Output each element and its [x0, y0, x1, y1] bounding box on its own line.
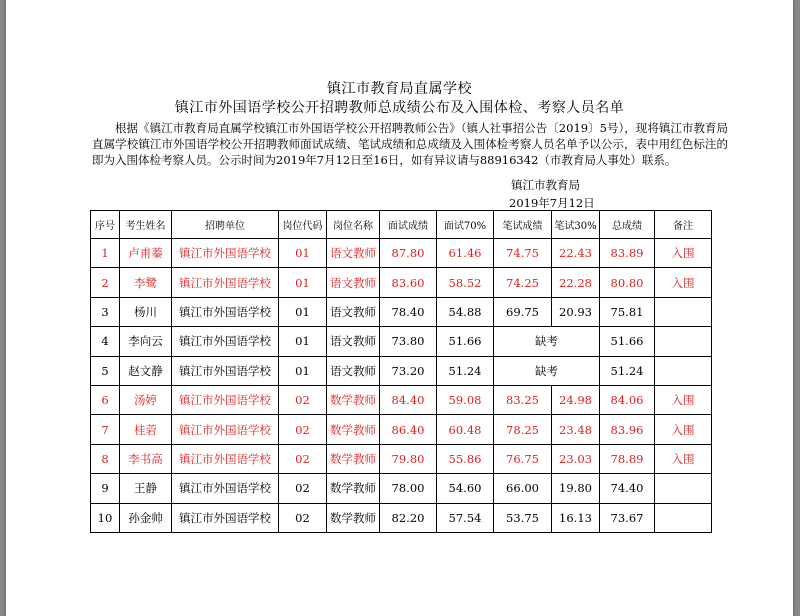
table-row [91, 415, 712, 444]
cell-unit: 镇江市外国语学校 [172, 474, 279, 503]
cell-post: 语文教师 [327, 356, 380, 385]
header-interview70: 面试70% [437, 211, 494, 239]
cell-code: 01 [279, 297, 327, 326]
cell-note: 入围 [655, 444, 712, 473]
cell-written: 69.75 [494, 297, 552, 326]
table-row [91, 474, 712, 503]
cell-total: 51.24 [600, 356, 655, 385]
cell-code: 02 [279, 503, 327, 532]
cell-interview: 78.40 [380, 297, 437, 326]
cell-total: 73.67 [600, 503, 655, 532]
cell-note [655, 327, 712, 356]
cell-note [655, 356, 712, 385]
signature-org: 镇江市教育局 [511, 178, 580, 192]
intro-paragraph: 根据《镇江市教育局直属学校镇江市外国语学校公开招聘教师公告》（镇人社事招公告〔2019〕5号），现将镇江市教育局直属学校镇江市外国语学校公开招聘教师面试成绩、笔试成绩和总成绩及入围体检考察人员名单予以公示，表中用红色标注的即为入围体检考察人员。公示时间为2019年7月12日至16日，如有异议请与88916342（市教育局人事处）联系。 [92, 121, 728, 167]
cell-interview70: 60.48 [437, 415, 494, 444]
table-row [91, 268, 712, 297]
cell-total: 83.89 [600, 239, 655, 268]
cell-post: 数学教师 [327, 503, 380, 532]
cell-written30: 23.03 [552, 444, 600, 473]
cell-no: 5 [91, 356, 120, 385]
document-page [6, 0, 793, 616]
cell-interview: 73.20 [380, 356, 437, 385]
cell-written: 53.75 [494, 503, 552, 532]
header-code: 岗位代码 [279, 211, 327, 239]
cell-interview70: 54.88 [437, 297, 494, 326]
cell-post: 语文教师 [327, 327, 380, 356]
header-unit: 招聘单位 [172, 211, 279, 239]
cell-code: 02 [279, 474, 327, 503]
cell-written30: 16.13 [552, 503, 600, 532]
cell-post: 数学教师 [327, 385, 380, 414]
cell-name: 李鹭 [120, 268, 172, 297]
cell-note: 入围 [655, 415, 712, 444]
table-row [91, 503, 712, 532]
header-written: 笔试成绩 [494, 211, 552, 239]
cell-written30: 20.93 [552, 297, 600, 326]
cell-code: 01 [279, 268, 327, 297]
document-title-line1: 镇江市教育局直属学校 [327, 81, 472, 97]
cell-name: 赵文静 [120, 356, 172, 385]
cell-name: 李书高 [120, 444, 172, 473]
cell-no: 3 [91, 297, 120, 326]
table-header-row [91, 211, 712, 239]
cell-written30: 24.98 [552, 385, 600, 414]
cell-note: 入围 [655, 239, 712, 268]
cell-interview: 78.00 [380, 474, 437, 503]
cell-interview: 84.40 [380, 385, 437, 414]
table-row [91, 385, 712, 414]
cell-interview: 73.80 [380, 327, 437, 356]
cell-unit: 镇江市外国语学校 [172, 503, 279, 532]
cell-interview70: 59.08 [437, 385, 494, 414]
cell-interview70: 54.60 [437, 474, 494, 503]
cell-written: 78.25 [494, 415, 552, 444]
cell-post: 数学教师 [327, 474, 380, 503]
cell-no: 9 [91, 474, 120, 503]
cell-absent: 缺考 [494, 327, 600, 356]
cell-written30: 22.28 [552, 268, 600, 297]
cell-interview70: 51.24 [437, 356, 494, 385]
header-name: 考生姓名 [120, 211, 172, 239]
cell-interview70: 51.66 [437, 327, 494, 356]
cell-no: 2 [91, 268, 120, 297]
header-total: 总成绩 [600, 211, 655, 239]
cell-interview70: 58.52 [437, 268, 494, 297]
header-post: 岗位名称 [327, 211, 380, 239]
cell-written30: 23.48 [552, 415, 600, 444]
cell-note [655, 503, 712, 532]
header-note: 备注 [655, 211, 712, 239]
cell-code: 02 [279, 385, 327, 414]
cell-interview: 87.80 [380, 239, 437, 268]
cell-total: 83.96 [600, 415, 655, 444]
cell-code: 02 [279, 444, 327, 473]
cell-interview: 79.80 [380, 444, 437, 473]
cell-name: 汤婷 [120, 385, 172, 414]
table-row [91, 356, 712, 385]
cell-interview: 82.20 [380, 503, 437, 532]
cell-unit: 镇江市外国语学校 [172, 385, 279, 414]
cell-absent: 缺考 [494, 356, 600, 385]
table-row [91, 239, 712, 268]
cell-total: 80.80 [600, 268, 655, 297]
table-row [91, 444, 712, 473]
cell-unit: 镇江市外国语学校 [172, 444, 279, 473]
cell-note: 入围 [655, 385, 712, 414]
cell-post: 语文教师 [327, 297, 380, 326]
cell-code: 02 [279, 415, 327, 444]
header-written30: 笔试30% [552, 211, 600, 239]
document-title-line2: 镇江市外国语学校公开招聘教师总成绩公布及入围体检、考察人员名单 [174, 100, 625, 116]
cell-interview70: 57.54 [437, 503, 494, 532]
cell-unit: 镇江市外国语学校 [172, 297, 279, 326]
cell-name: 桂菪 [120, 415, 172, 444]
cell-unit: 镇江市外国语学校 [172, 239, 279, 268]
cell-interview: 86.40 [380, 415, 437, 444]
cell-written: 74.75 [494, 239, 552, 268]
table-row [91, 297, 712, 326]
cell-total: 74.40 [600, 474, 655, 503]
cell-code: 01 [279, 356, 327, 385]
header-interview: 面试成绩 [380, 211, 437, 239]
cell-unit: 镇江市外国语学校 [172, 327, 279, 356]
cell-interview: 83.60 [380, 268, 437, 297]
cell-no: 6 [91, 385, 120, 414]
cell-name: 卢甫蓁 [120, 239, 172, 268]
cell-note: 入围 [655, 268, 712, 297]
cell-name: 孙金帅 [120, 503, 172, 532]
cell-name: 杨川 [120, 297, 172, 326]
cell-name: 李向云 [120, 327, 172, 356]
cell-total: 78.89 [600, 444, 655, 473]
cell-total: 75.81 [600, 297, 655, 326]
cell-interview70: 55.86 [437, 444, 494, 473]
cell-name: 王静 [120, 474, 172, 503]
cell-no: 10 [91, 503, 120, 532]
cell-total: 51.66 [600, 327, 655, 356]
cell-written30: 19.80 [552, 474, 600, 503]
cell-note [655, 474, 712, 503]
cell-post: 数学教师 [327, 444, 380, 473]
cell-written: 83.25 [494, 385, 552, 414]
cell-written: 66.00 [494, 474, 552, 503]
cell-no: 1 [91, 239, 120, 268]
cell-no: 4 [91, 327, 120, 356]
results-table [90, 210, 712, 533]
cell-no: 7 [91, 415, 120, 444]
cell-written: 76.75 [494, 444, 552, 473]
header-no: 序号 [91, 211, 120, 239]
cell-unit: 镇江市外国语学校 [172, 268, 279, 297]
cell-post: 数学教师 [327, 415, 380, 444]
cell-post: 语文教师 [327, 268, 380, 297]
cell-no: 8 [91, 444, 120, 473]
cell-note [655, 297, 712, 326]
cell-unit: 镇江市外国语学校 [172, 415, 279, 444]
cell-code: 01 [279, 239, 327, 268]
cell-written: 74.25 [494, 268, 552, 297]
table-row [91, 327, 712, 356]
cell-total: 84.06 [600, 385, 655, 414]
cell-interview70: 61.46 [437, 239, 494, 268]
signature-date: 2019年7月12日 [509, 196, 595, 210]
cell-written30: 22.43 [552, 239, 600, 268]
cell-code: 01 [279, 327, 327, 356]
cell-post: 语文教师 [327, 239, 380, 268]
cell-unit: 镇江市外国语学校 [172, 356, 279, 385]
